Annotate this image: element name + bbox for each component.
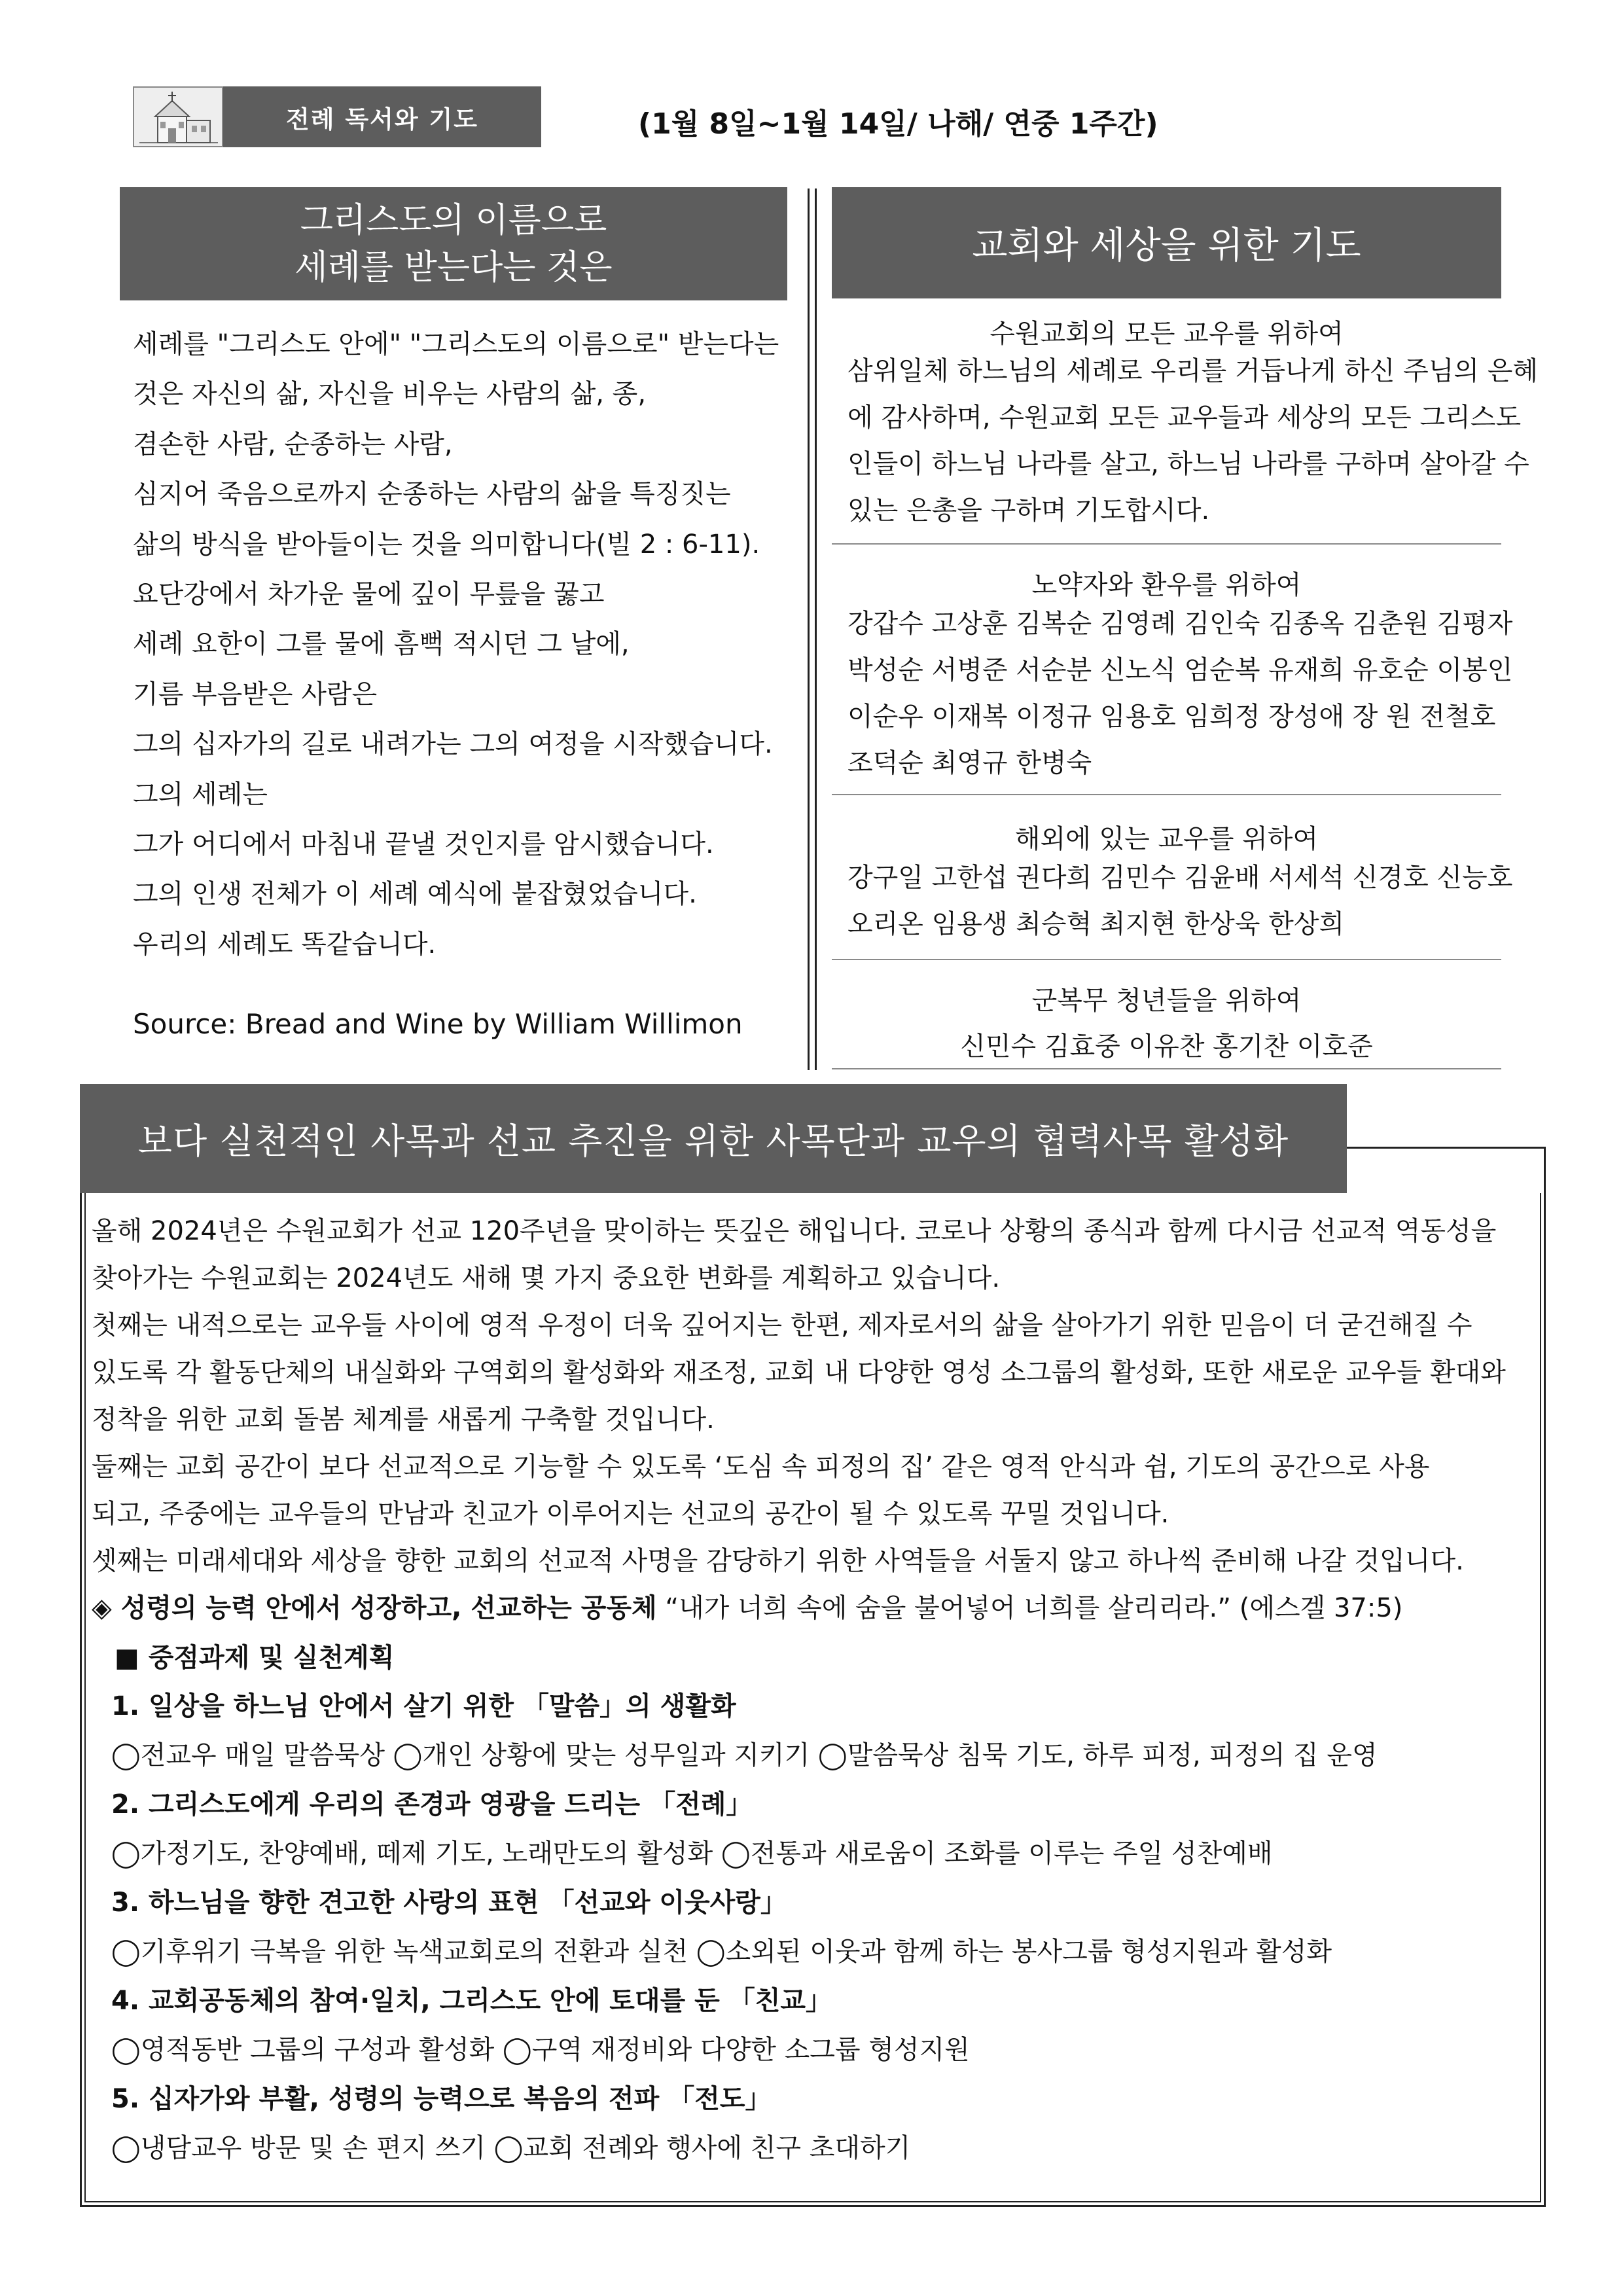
baptism-line: 요단강에서 차가운 물에 깊이 무릎을 꿇고 [133,579,605,609]
plan-item-detail: ◯기후위기 극복을 위한 녹색교회로의 전환과 실천 ◯소외된 이웃과 함께 하는 봉사그룹 형성지원과 활성화 [111,1937,1332,1967]
mission-motto [92,1585,1402,1632]
baptism-line: 세례 요한이 그를 물에 흠뻑 적시던 그 날에, [133,629,630,660]
prayer-line: 삼위일체 하느님의 세례로 우리를 거듭나게 하신 주님의 은혜 [847,356,1539,386]
prayer-text-members [847,348,1538,534]
baptism-line: 기름 부음받은 사람은 [133,679,378,709]
prayer-heading-abroad: 해외에 있는 교우를 위하여 [1014,824,1319,854]
baptism-title-line1: 그리스도의 이름으로 [300,200,607,240]
plan-item-title: 2. 그리스도에게 우리의 존경과 영광을 드리는 「전례」 [111,1789,753,1820]
plan-item-detail: ◯냉담교우 방문 및 손 편지 쓰기 ◯교회 전례와 행사에 친구 초대하기 [111,2133,911,2163]
date-range: (1월 8일~1월 14일/ 나해/ 연중 1주간) [638,107,1158,141]
motto-bold: ◈ 성령의 능력 안에서 성장하고, 선교하는 공동체 [92,1593,657,1623]
baptism-line: 우리의 세례도 똑같습니다. [133,929,437,960]
mission-line: 정착을 위한 교회 돌봄 체계를 새롭게 구축할 것입니다. [92,1405,715,1435]
prayer-heading-military: 군복무 청년들을 위하여 [1031,986,1302,1016]
prayer-line: 오리온 임용생 최승혁 최지현 한상욱 한상희 [847,909,1345,939]
prayer-title: 교회와 세상을 위한 기도 [832,187,1501,298]
section-label: 전례 독서와 기도 [223,86,541,147]
prayer-separator [832,543,1501,545]
plan-item-detail: ◯전교우 매일 말씀묵상 ◯개인 상황에 맞는 성무일과 지키기 ◯말씀묵상 침묵 기도, 하루 피정, 피정의 집 운영 [111,1740,1378,1770]
mission-line: 둘째는 교회 공간이 보다 선교적으로 기능할 수 있도록 ‘도심 속 피정의 집’ 같은 영적 안식과 쉼, 기도의 공간으로 사용 [92,1452,1430,1482]
prayer-text-sick [847,601,1512,787]
prayer-line: 조덕순 최영규 한병숙 [847,748,1092,778]
plan-items [111,1683,1378,2174]
baptism-line: 세례를 "그리스도 안에" "그리스도의 이름으로" 받는다는 [133,329,779,359]
baptism-source: Source: Bread and Wine by William Willimon [133,1008,743,1040]
baptism-text [133,319,787,969]
column-divider [808,188,817,1070]
mission-title: 보다 실천적인 사목과 선교 추진을 위한 사목단과 교우의 협력사목 활성화 [80,1084,1347,1193]
baptism-line: 것은 자신의 삶, 자신을 비우는 사람의 삶, 종, [133,379,647,410]
prayer-line: 강구일 고한섭 권다희 김민수 김윤배 서세석 신경호 신능호 [847,863,1513,893]
baptism-title-line2: 세례를 받는다는 것은 [294,247,613,287]
baptism-line: 삶의 방식을 받아들이는 것을 의미합니다(빌 2 : 6-11). [133,529,760,560]
plan-item-detail: ◯영적동반 그룹의 구성과 활성화 ◯구역 재정비와 다양한 소그룹 형성지원 [111,2035,970,2065]
prayer-line: 있는 은총을 구하며 기도합시다. [847,495,1210,526]
mission-line: 찾아가는 수원교회는 2024년도 새해 몇 가지 중요한 변화를 계획하고 있습니다. [92,1263,1001,1293]
mission-line: 되고, 주중에는 교우들의 만남과 친교가 이루어지는 선교의 공간이 될 수 있도록 꾸밀 것입니다. [92,1499,1169,1529]
mission-line: 셋째는 미래세대와 세상을 향한 교회의 선교적 사명을 감당하기 위한 사역들을 서둘지 않고 하나씩 준비해 나갈 것입니다. [92,1546,1464,1576]
prayer-line: 강갑수 고상훈 김복순 김영례 김인숙 김종옥 김춘원 김평자 [847,609,1513,639]
church-icon [133,86,223,147]
prayer-text-military: 신민수 김효중 이유찬 홍기찬 이호준 [960,1031,1373,1062]
prayer-separator [832,1068,1501,1069]
baptism-title [120,187,787,300]
prayer-text-abroad [847,855,1512,948]
mission-line: 있도록 각 활동단체의 내실화와 구역회의 활성화와 재조정, 교회 내 다양한 영성 소그룹의 활성화, 또한 새로운 교우들 환대와 [92,1357,1506,1388]
plan-item-title: 5. 십자가와 부활, 성령의 능력으로 복음의 전파 「전도」 [111,2084,772,2114]
prayer-separator [832,959,1501,960]
prayer-line: 박성순 서병준 서순분 신노식 엄순복 유재희 유호순 이봉인 [847,655,1513,685]
baptism-line: 그의 십자가의 길로 내려가는 그의 여정을 시작했습니다. [133,729,773,760]
prayer-line: 이순우 이재복 이정규 임용호 임희정 장성애 장 원 전철호 [847,702,1496,732]
mission-line: 올해 2024년은 수원교회가 선교 120주년을 맞이하는 뜻깊은 해입니다. 코로나 상황의 종식과 함께 다시금 선교적 역동성을 [92,1216,1497,1246]
baptism-line: 심지어 죽음으로까지 순종하는 사람의 삶을 특징짓는 [133,479,731,510]
prayer-line: 에 감사하며, 수원교회 모든 교우들과 세상의 모든 그리스도 [847,403,1522,433]
prayer-separator [832,794,1501,795]
plan-item-title: 1. 일상을 하느님 안에서 살기 위한 「말씀」의 생활화 [111,1691,736,1721]
plan-item-title: 4. 교회공동체의 참여·일치, 그리스도 안에 토대를 둔 「친교」 [111,1986,832,2016]
plan-item-title: 3. 하느님을 향한 견고한 사랑의 표현 「선교와 이웃사랑」 [111,1888,787,1918]
plan-item-detail: ◯가정기도, 찬양예배, 떼제 기도, 노래만도의 활성화 ◯전통과 새로움이 조화를 이루는 주일 성찬예배 [111,1839,1273,1869]
motto-quote: “내가 너희 속에 숨을 불어넣어 너희를 살리리라.” (에스겔 37:5) [656,1593,1403,1623]
baptism-line: 그의 인생 전체가 이 세례 예식에 붙잡혔었습니다. [133,879,697,910]
baptism-line: 그가 어디에서 마침내 끝낼 것인지를 암시했습니다. [133,829,714,859]
prayer-heading-members: 수원교회의 모든 교우를 위하여 [990,319,1344,349]
prayer-line: 인들이 하느님 나라를 살고, 하느님 나라를 구하며 살아갈 수 [847,449,1529,479]
mission-paragraph [92,1208,1506,1585]
plan-heading: ■ 중점과제 및 실천계획 [115,1643,395,1673]
prayer-heading-sick: 노약자와 환우를 위하여 [1031,570,1302,600]
baptism-line: 겸손한 사람, 순종하는 사람, [133,429,453,459]
mission-line: 첫째는 내적으로는 교우들 사이에 영적 우정이 더욱 깊어지는 한편, 제자로서의 삶을 살아가기 위한 믿음이 더 굳건해질 수 [92,1310,1472,1340]
baptism-line: 그의 세례는 [133,779,268,810]
